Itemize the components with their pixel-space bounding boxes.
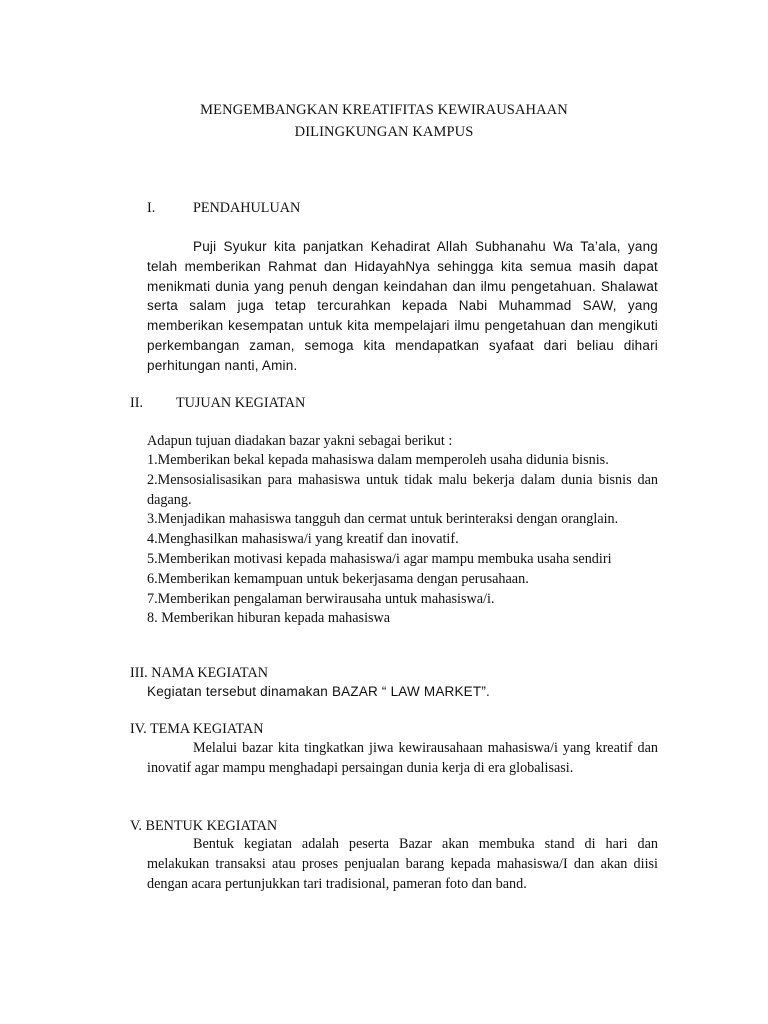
list-item: 5.Memberikan motivasi kepada mahasiswa/i agar mampu membuka usaha sendiri (147, 550, 612, 567)
section-4-heading: IV. TEMA KEGIATAN (130, 721, 264, 737)
section-1-paragraph: Puji Syukur kita panjatkan Kehadirat Allah Subhanahu Wa Ta’ala, yang telah memberikan Rahmat dan HidayahNya sehingga kita semua masih dapat menikmati dunia yang penuh dengan keindahan dan ilmu pengetahuan. Shalawat serta salam juga tetap tercurahkan kepada Nabi Muhammad SAW, yang memberikan kesempatan untuk kita mempelajari ilmu pengetahuan dan mengikuti perkembangan zaman, semoga kita mendapatkan syafaat dari beliau dihari perhitungan nanti, Amin. (147, 239, 658, 373)
document-title-line-2: DILINGKUNGAN KAMPUS (294, 124, 474, 140)
section-5-paragraph: Bentuk kegiatan adalah peserta Bazar akan membuka stand di hari dan melakukan transaksi atau proses penjualan barang kepada mahasiswa/I dan akan diisi dengan acara pertunjukkan tari tradisional, pameran foto dan band. (147, 836, 658, 892)
section-5-heading: V. BENTUK KEGIATAN (130, 818, 278, 834)
list-item: 4.Menghasilkan mahasiswa/i yang kreatif dan inovatif. (147, 531, 459, 548)
list-item: 3.Menjadikan mahasiswa tangguh dan cermat untuk berinteraksi dengan oranglain. (147, 511, 619, 528)
section-1-body (147, 237, 658, 376)
section-1-number: I. (147, 200, 156, 216)
section-4-paragraph: Melalui bazar kita tingkatkan jiwa kewirausahaan mahasiswa/i yang kreatif dan inovatif agar mampu menghadapi persaingan dunia kerja di era globalisasi. (147, 740, 658, 776)
list-item: 7.Memberikan pengalaman berwirausaha untuk mahasiswa/i. (147, 590, 495, 607)
section-4-body (147, 739, 658, 779)
section-3-heading: III. NAMA KEGIATAN (130, 665, 268, 681)
list-item: 1.Memberikan bekal kepada mahasiswa dalam memperoleh usaha didunia bisnis. (147, 452, 609, 468)
section-2-heading: TUJUAN KEGIATAN (176, 395, 306, 411)
section-2-list (147, 451, 658, 629)
section-2-number: II. (130, 395, 143, 411)
section-3-text: Kegiatan tersebut dinamakan BAZAR “ LAW MARKET”. (147, 684, 490, 699)
list-item: 8. Memberikan hiburan kepada mahasiswa (147, 610, 391, 627)
list-item: 6.Memberikan kemampuan untuk bekerjasama dengan perusahaan. (147, 570, 529, 587)
section-2-intro: Adapun tujuan diadakan bazar yakni sebagai berikut : (147, 433, 453, 449)
section-1-heading: PENDAHULUAN (193, 200, 301, 216)
section-5-body (147, 835, 658, 894)
list-item: 2.Mensosialisasikan para mahasiswa untuk tidak malu bekerja dalam dunia bisnis dan dagang. (147, 471, 658, 508)
document-title-line-1: MENGEMBANGKAN KREATIFITAS KEWIRAUSAHAAN (200, 102, 568, 118)
